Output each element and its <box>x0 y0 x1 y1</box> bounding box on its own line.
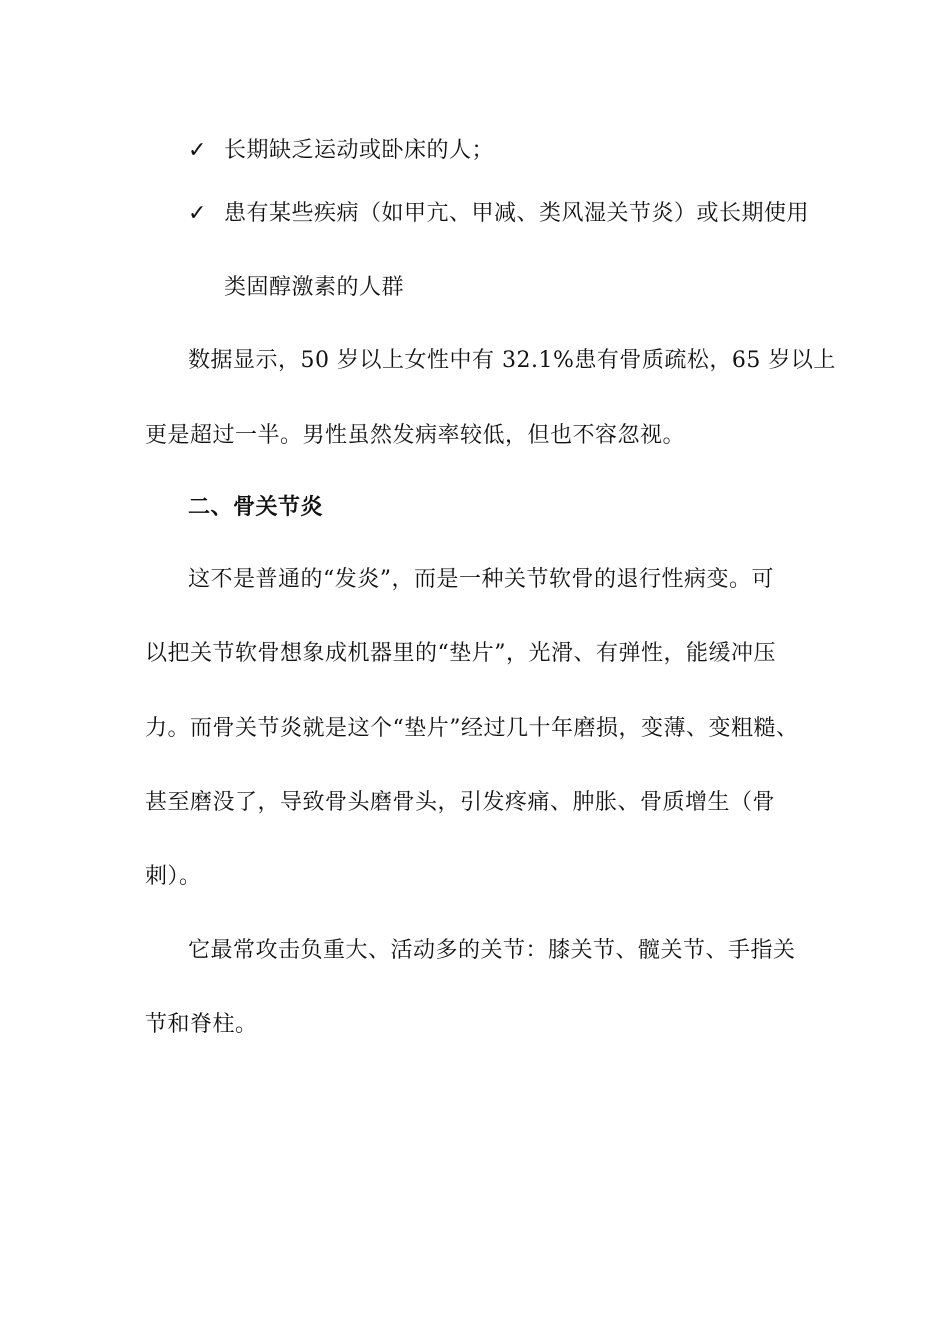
checkmark-icon: ✓ <box>188 138 207 163</box>
paragraph-line: 这不是普通的“发炎”，而是一种关节软骨的退行性病变。可 <box>188 567 774 592</box>
section-heading: 二、骨关节炎 <box>188 494 324 520</box>
paragraph-line: 节和脊柱。 <box>145 1012 258 1037</box>
bullet-text: 患有某些疾病（如甲亢、甲减、类风湿关节炎）或长期使用 <box>224 201 810 226</box>
paragraph-line: 力。而骨关节炎就是这个“垫片”经过几十年磨损，变薄、变粗糙、 <box>145 716 799 741</box>
paragraph-line: 更是超过一半。男性虽然发病率较低，但也不容忽视。 <box>145 423 686 448</box>
checkmark-icon: ✓ <box>188 201 207 226</box>
paragraph-line: 刺）。 <box>145 864 202 889</box>
paragraph-line: 它最常攻击负重大、活动多的关节：膝关节、髋关节、手指关 <box>188 938 796 963</box>
paragraph-line: 以把关节软骨想象成机器里的“垫片”，光滑、有弹性，能缓冲压 <box>145 641 776 666</box>
bullet-text-continued: 类固醇激素的人群 <box>224 275 405 300</box>
bullet-text: 长期缺乏运动或卧床的人； <box>224 138 495 163</box>
paragraph-line: 甚至磨没了，导致骨头磨骨头，引发疼痛、肿胀、骨质增生（骨 <box>145 790 776 815</box>
paragraph-line: 数据显示，50 岁以上女性中有 32.1%患有骨质疏松，65 岁以上 <box>188 348 836 373</box>
